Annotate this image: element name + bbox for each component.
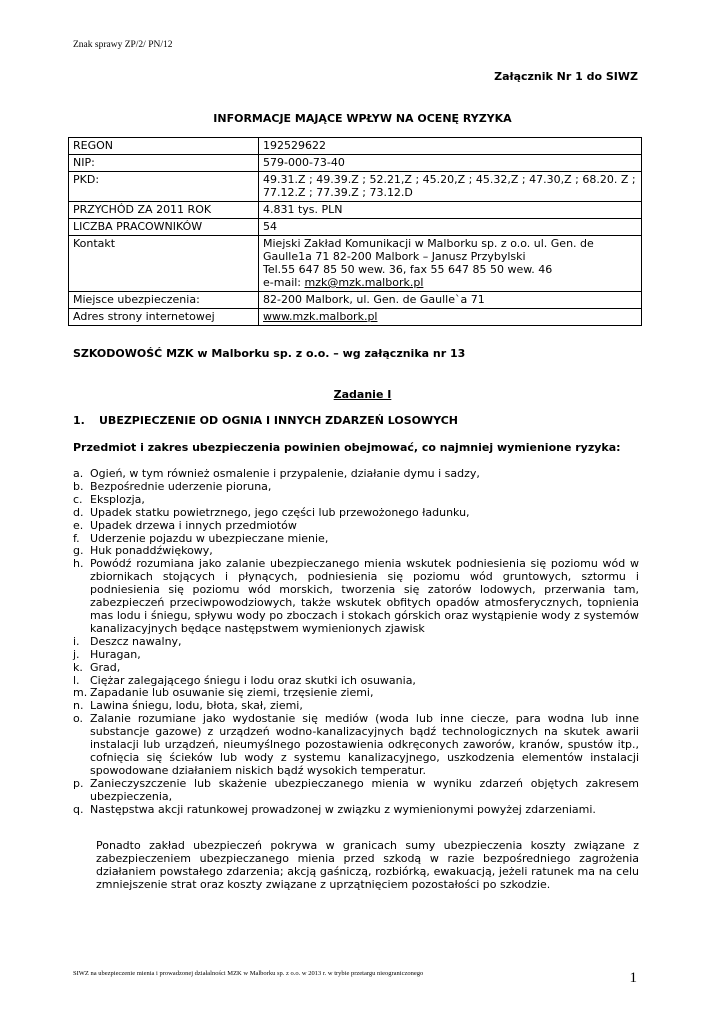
table-row [69,236,642,292]
list-item-text: Zanieczyszczenie lub skażenie ubezpieczanego mienia w wyniku zdarzeń objętych zakresem ubezpieczenia, [90,776,639,803]
document-title: INFORMACJE MAJĄCE WPŁYW NA OCENĘ RYZYKA [213,112,512,125]
list-item [73,713,639,778]
website-link[interactable]: www.mzk.malbork.pl [263,310,378,323]
list-item-letter: o. [73,712,84,726]
list-item-letter: f. [73,531,80,545]
list-item-letter: e. [73,518,84,532]
table-row [69,219,642,236]
list-item-letter: l. [73,673,80,687]
list-item-letter: j. [73,647,80,661]
list-item-letter: b. [73,479,84,493]
income-label: PRZYCHÓD ZA 2011 ROK [69,202,259,219]
risk-list [73,468,639,816]
list-item-letter: k. [73,660,83,674]
list-item [73,649,639,662]
regon-label: REGON [69,138,259,155]
section-heading [73,414,458,427]
list-item-text: Bezpośrednie uderzenie pioruna, [90,479,272,493]
location-label: Miejsce ubezpieczenia: [69,292,259,309]
list-item-text: Upadek statku powietrznego, jego części lub przewożonego ładunku, [90,505,470,519]
list-item-letter: m. [73,686,88,700]
list-item [73,558,639,635]
table-row [69,138,642,155]
list-item [73,481,639,494]
income-value: 4.831 tys. PLN [259,202,642,219]
website-label: Adres strony internetowej [69,309,259,326]
list-item-text: Grad, [90,660,121,674]
company-info-table [68,137,642,326]
pkd-value: 49.31.Z ; 49.39.Z ; 52.21,Z ; 45.20,Z ; 45.32,Z ; 47.30,Z ; 68.20. Z ; 77.12.Z ; 77.39.Z ; 73.12.D [259,172,642,202]
table-row [69,292,642,309]
section-title: UBEZPIECZENIE OD OGNIA I INNYCH ZDARZEŃ LOSOWYCH [99,414,458,427]
list-item-text: Lawina śniegu, lodu, błota, skał, ziemi, [90,699,303,713]
table-row [69,202,642,219]
email-link[interactable]: mzk@mzk.malbork.pl [304,276,424,289]
closing-paragraph: Ponadto zakład ubezpieczeń pokrywa w granicach sumy ubezpieczenia koszty związane z zabezpieczeniem ubezpieczanego mienia przed szkodą w razie bezpośredniego zagrożenia działaniem powstałego zdarzenia; akcją gaśniczą, rozbiórką, ewakuacją, jeżeli ratunek ma na celu zmniejszenie strat oraz koszty związane z uprzątnięciem pozostałości po szkodzie. [96,839,639,891]
pkd-label: PKD: [69,172,259,202]
list-item-text: Ogień, w tym również osmalenie i przypalenie, działanie dymu i sadzy, [90,467,480,480]
contact-value [259,236,642,292]
footer-text: SIWZ na ubezpieczenie mienia i prowadzonej działalności MZK w Malborku sp. z o.o. w 2013 r. w trybie przetargu nieograniczonego [73,970,424,977]
list-item [73,804,639,817]
list-item-text: Zalanie rozumiane jako wydostanie się mediów (woda lub inne ciecze, para wodna lub inne substancje gazowe) z urządzeń wodno-kanalizacyjnych bądź technologicznych na skutek awarii instalacji lub urządzeń, nieumyślnego pozostawienia odkręconych zaworów, kranów, spustów itp., cofnięcia się ścieków lub wody z systemu kanalizacyjnego, uszkodzenia elementów instalacji spowodowane działaniem niskich bądź wysokich temperatur. [90,712,639,777]
website-value [259,309,642,326]
employees-value: 54 [259,219,642,236]
contact-phone: Tel.55 647 85 50 wew. 36, fax 55 647 85 50 wew. 46 [263,263,553,276]
damage-history-heading: SZKODOWOŚĆ MZK w Malborku sp. z o.o. – wg załącznika nr 13 [73,347,466,360]
contact-address: Miejski Zakład Komunikacji w Malborku sp. z o.o. ul. Gen. de Gaulle1a 71 82-200 Malbork – Janusz Przybylski [263,237,594,263]
contact-email-line [263,276,637,289]
list-item-text: Ciężar zalegającego śniegu i lodu oraz skutki ich osuwania, [90,673,416,687]
case-reference: Znak sprawy ZP/2/ PN/12 [73,40,173,50]
scope-intro: Przedmiot i zakres ubezpieczenia powinien obejmować, co najmniej wymienione ryzyka: [73,441,621,454]
contact-label: Kontakt [69,236,259,292]
list-item-text: Upadek drzewa i innych przedmiotów [90,518,297,532]
task-title: Zadanie I [333,388,392,401]
list-item-letter: d. [73,505,84,519]
nip-label: NIP: [69,155,259,172]
list-item-text: Następstwa akcji ratunkowej prowadzonej w związku z wymienionymi powyżej zdarzeniami. [90,802,596,816]
table-row [69,172,642,202]
list-item-text: Powódź rozumiana jako zalanie ubezpieczanego mienia wskutek podniesienia się poziomu wód w zbiornikach stojących i płynących, podniesienia się poziomu wód gruntowych, sztormu i podniesienia się poziomu wód morskich, tworzenia się zatorów lodowych, przerwania tam, zabezpieczeń przeciwpowodziowych, także wskutek obfitych opadów atmosferycznych, topnienia mas lodu i śniegu, spływu wody po zboczach i stokach górskich oraz wystąpienie wody z systemów kanalizacyjnych będące następstwem wymienionych zjawisk [90,557,639,635]
list-item-letter: q. [73,802,84,816]
list-item-text: Huk ponaddźwiękowy, [90,544,213,558]
list-item-letter: p. [73,776,84,790]
list-item [73,636,639,649]
list-item-text: Uderzenie pojazdu w ubezpieczane mienie, [90,531,329,545]
regon-value: 192529622 [259,138,642,155]
annex-label: Załącznik Nr 1 do SIWZ [494,70,638,83]
table-row [69,155,642,172]
list-item-text: Deszcz nawalny, [90,634,182,648]
list-item-letter: g. [73,544,84,558]
list-item-text: Huragan, [90,647,141,661]
list-item-letter: h. [73,557,84,571]
list-item-letter: i. [73,634,80,648]
table-row [69,309,642,326]
nip-value: 579-000-73-40 [259,155,642,172]
page-number: 1 [629,970,637,986]
location-value: 82-200 Malbork, ul. Gen. de Gaulle`a 71 [259,292,642,309]
list-item-text: Eksplozja, [90,492,145,506]
section-number: 1. [73,414,85,427]
list-item-letter: n. [73,699,84,713]
list-item-letter: a. [73,467,84,480]
list-item [73,778,639,804]
employees-label: LICZBA PRACOWNIKÓW [69,219,259,236]
list-item-letter: c. [73,492,83,506]
email-prefix: e-mail: [263,276,305,289]
list-item-text: Zapadanie lub osuwanie się ziemi, trzęsienie ziemi, [90,686,374,700]
